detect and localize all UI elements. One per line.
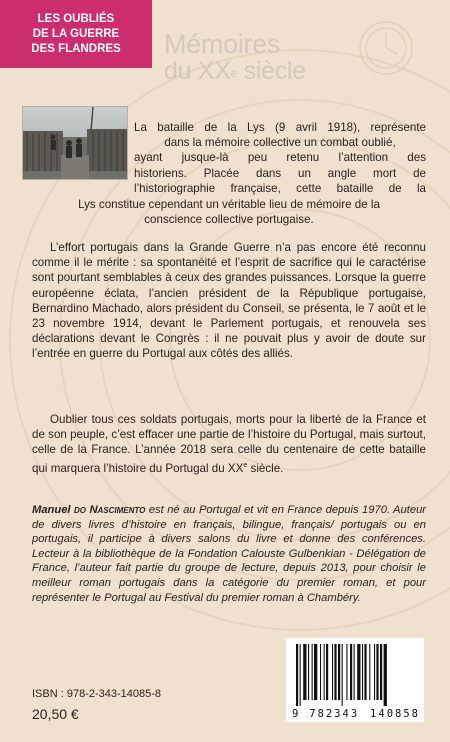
barcode-bar bbox=[362, 644, 363, 700]
barcode-bar bbox=[320, 644, 321, 700]
series-line2-sup: e bbox=[230, 66, 237, 80]
series-title-line-1: Mémoires bbox=[164, 29, 281, 59]
barcode-bar bbox=[296, 644, 298, 706]
barcode-bar bbox=[308, 644, 309, 700]
barcode-digit-0: 9 bbox=[292, 708, 299, 720]
author-first: Manuel bbox=[32, 504, 71, 516]
barcode-bar bbox=[346, 644, 347, 700]
author-last: do Nascimento bbox=[74, 504, 146, 516]
barcode-bars bbox=[286, 638, 424, 708]
intro-tail-line-2: conscience collective portugaise. bbox=[144, 213, 314, 227]
price: 20,50 € bbox=[32, 706, 79, 722]
intro-line-5: l’historiographie française, cette bataille de la bbox=[134, 181, 426, 195]
barcode-bar bbox=[332, 644, 333, 700]
collection-line-3: DES FLANDRES bbox=[31, 42, 121, 55]
barcode-bar bbox=[369, 644, 370, 700]
intro-paragraph-tail bbox=[32, 197, 426, 227]
barcode-bar bbox=[374, 644, 375, 700]
series-title bbox=[164, 30, 374, 84]
isbn: ISBN : 978-2-343-14085-8 bbox=[32, 688, 162, 700]
barcode-bar bbox=[380, 644, 382, 700]
barcode-bar bbox=[357, 644, 360, 700]
intro-line-4: historiens. Placée dans un angle mort de bbox=[134, 166, 426, 180]
barcode-bar bbox=[312, 644, 313, 700]
body-paragraph-3 bbox=[32, 412, 426, 476]
barcode-bar bbox=[376, 644, 378, 700]
collection-line-2: DE LA GUERRE bbox=[32, 27, 120, 40]
p3-sup: e bbox=[243, 461, 248, 469]
intro-line-2: dans la mémoire collective un combat oublié, bbox=[164, 136, 396, 150]
body-paragraph-2: L’effort portugais dans la Grande Guerre n’a pas encore été reconnu comme il le mérite : sa spontanéité et l’esprit de sacrifice qui le caractérise sont pourtant semblables à ceux des grandes puissances. Lorsque la guerre européenne éclata, l’ancien président de la République portugaise, Bernardino Machado, alors président du Conseil, se présenta, le 7 août et le 23 novembre 1914, devant le Parlement portugais, et renouvela ses déclarations devant le Congrès : il ne pouvait plus y avoir de doute sur l’entrée en guerre du Portugal aux côtés des alliés. bbox=[32, 241, 426, 361]
series-title-line-2 bbox=[164, 58, 374, 84]
collection-label bbox=[0, 0, 152, 68]
p3-main: Oublier tous ces soldats portugais, morts pour la liberté de la France et de son peuple, c’est effacer une partie de l’histoire du Portugal, mais surtout, celle de la France. L’année 2018 sera celle du centenaire de cette bataille qui marquera l’histoire du Portugal du XX bbox=[32, 413, 426, 475]
barcode-digits bbox=[292, 708, 420, 720]
intro-tail-line-1: Lys constitue cependant un véritable lieu de mémoire de la bbox=[78, 198, 380, 211]
barcode-bar bbox=[350, 644, 352, 700]
barcode-group-2: 140858 bbox=[370, 708, 420, 720]
barcode-bar bbox=[314, 644, 317, 700]
bio-text: est né au Portugal et vit en France depuis 1970. Auteur de divers livres d’histoire en français, bilingue, français/ portugais ou en portugais, il participe à divers salons du livre et donne des conférences. Lecteur à la bibliothèque de la Fondation Calouste Gulbenkian - Délégation de France, l’auteur fait partie du groupe de lecture, depuis 2013, pour choisir le meilleur roman portugais dans la catégorie du premier roman, et pour représenter le Portugal au Festival du premier roman à Chambéry. bbox=[32, 504, 427, 604]
barcode-bar bbox=[342, 644, 343, 706]
barcode-bar bbox=[303, 644, 306, 700]
barcode-bar bbox=[384, 644, 387, 706]
p3-end: siècle. bbox=[247, 461, 284, 475]
barcode-bar bbox=[354, 644, 355, 700]
intro-line-3: ayant jusque-là peu retenu l’attention des bbox=[134, 151, 426, 165]
collection-line-1: LES OUBLIÉS bbox=[37, 12, 115, 25]
barcode-group-1: 782343 bbox=[309, 708, 360, 720]
barcode-bar bbox=[334, 644, 336, 700]
barcode-bar bbox=[364, 644, 366, 700]
intro-line-1: La bataille de la Lys (9 avril 1918), représente bbox=[134, 121, 426, 134]
barcode-bar bbox=[300, 644, 301, 706]
series-line2-prefix: du XX bbox=[164, 57, 231, 85]
intro-paragraph bbox=[134, 120, 426, 196]
series-line2-suffix: siècle bbox=[236, 57, 306, 85]
barcode-bar bbox=[324, 644, 325, 700]
barcode-bar bbox=[326, 644, 328, 700]
author-name bbox=[32, 504, 145, 516]
barcode-bar bbox=[338, 644, 340, 700]
trench-photo bbox=[22, 106, 128, 180]
author-bio bbox=[32, 503, 426, 605]
